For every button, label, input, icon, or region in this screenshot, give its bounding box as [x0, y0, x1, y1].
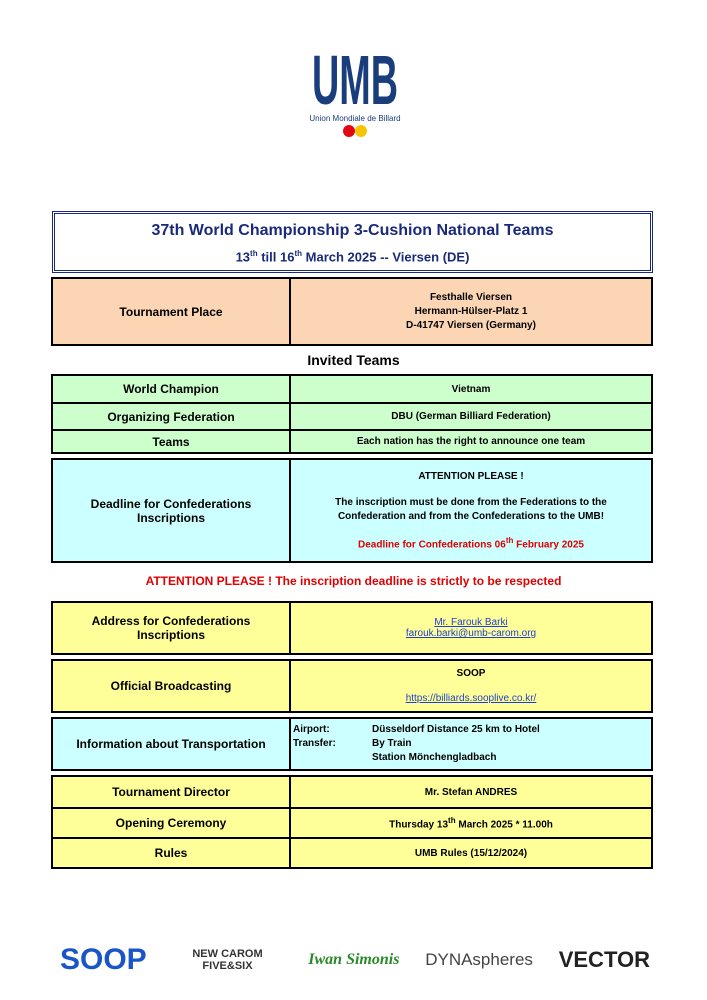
event-dates: 13th till 16th March 2025 -- Viersen (DE): [235, 249, 470, 265]
logo-wordmark: UMB: [312, 41, 398, 112]
umb-logo: [300, 40, 410, 152]
deadline-attention: ATTENTION PLEASE !: [418, 470, 524, 482]
sponsor-dyna-logo: DYNAspheres: [425, 950, 533, 969]
transport-value: Airport: Düsseldorf Distance 25 km to Hotel Transfer: By Train Station Mönchengladbach: [290, 718, 652, 770]
contact-name-link[interactable]: Mr. Farouk Barki: [434, 617, 508, 628]
deadline-text: The inscription must be done from the Federations to the Confederation and from the Confederations to the UMB!: [335, 496, 607, 522]
tournament-place-label: Tournament Place: [52, 278, 290, 345]
ceremony-value: Thursday 13th March 2025 * 11.00h: [290, 808, 652, 838]
sponsor-simonis-logo: Iwan Simonis: [308, 951, 400, 968]
umb-logo-icon: [310, 40, 400, 112]
world-champion-value: Vietnam: [290, 375, 652, 403]
title-box: [52, 211, 653, 273]
attention-line: ATTENTION PLEASE ! The inscription deadline is strictly to be respected: [145, 574, 562, 588]
deadline-table: [51, 458, 653, 563]
broadcast-name: SOOP: [456, 668, 486, 679]
rules-label: Rules: [52, 838, 290, 868]
contact-email-link[interactable]: farouk.barki@umb-carom.org: [405, 628, 537, 639]
organizing-federation-value: DBU (German Billiard Federation): [290, 403, 652, 430]
transport-table: [51, 717, 653, 771]
sponsor-soop-logo: SOOP: [60, 943, 147, 976]
invited-teams-heading: Invited Teams: [307, 352, 400, 368]
deadline-label: Deadline for Confederations Inscriptions: [52, 459, 290, 562]
sponsor-strip: [60, 940, 650, 980]
logo-balls-icon: [335, 123, 375, 139]
transport-label: Information about Transportation: [52, 718, 290, 770]
organizing-federation-label: Organizing Federation: [52, 403, 290, 430]
rules-value: UMB Rules (15/12/2024): [290, 838, 652, 868]
ceremony-label: Opening Ceremony: [52, 808, 290, 838]
sponsor-fivesix-logo: NEW CAROM FIVE&SIX: [192, 948, 263, 972]
director-label: Tournament Director: [52, 776, 290, 808]
broadcast-label: Official Broadcasting: [52, 660, 290, 712]
invited-table: [51, 374, 653, 454]
address-value: [290, 602, 652, 654]
logo-subtitle: Union Mondiale de Billard: [309, 114, 401, 123]
sponsor-vector-logo: VECTOR: [558, 947, 650, 972]
broadcast-link[interactable]: https://billiards.sooplive.co.kr/: [405, 693, 537, 704]
deadline-value: [290, 459, 652, 562]
tournament-place-value: Festhalle Viersen Hermann-Hülser-Platz 1 D-41747 Viersen (Germany): [290, 278, 652, 345]
teams-label: Teams: [52, 430, 290, 453]
page-title: 37th World Championship 3-Cushion National Teams: [151, 222, 554, 239]
broadcast-table: [51, 659, 653, 713]
deadline-date: Deadline for Confederations 06th February 2025: [358, 535, 584, 551]
info-table: [51, 775, 653, 869]
director-value: Mr. Stefan ANDRES: [290, 776, 652, 808]
teams-value: Each nation has the right to announce one team: [290, 430, 652, 453]
address-label: Address for Confederations Inscriptions: [52, 602, 290, 654]
tournament-place-table: [51, 277, 653, 346]
world-champion-label: World Champion: [52, 375, 290, 403]
address-table: [51, 601, 653, 655]
broadcast-value: [290, 660, 652, 712]
